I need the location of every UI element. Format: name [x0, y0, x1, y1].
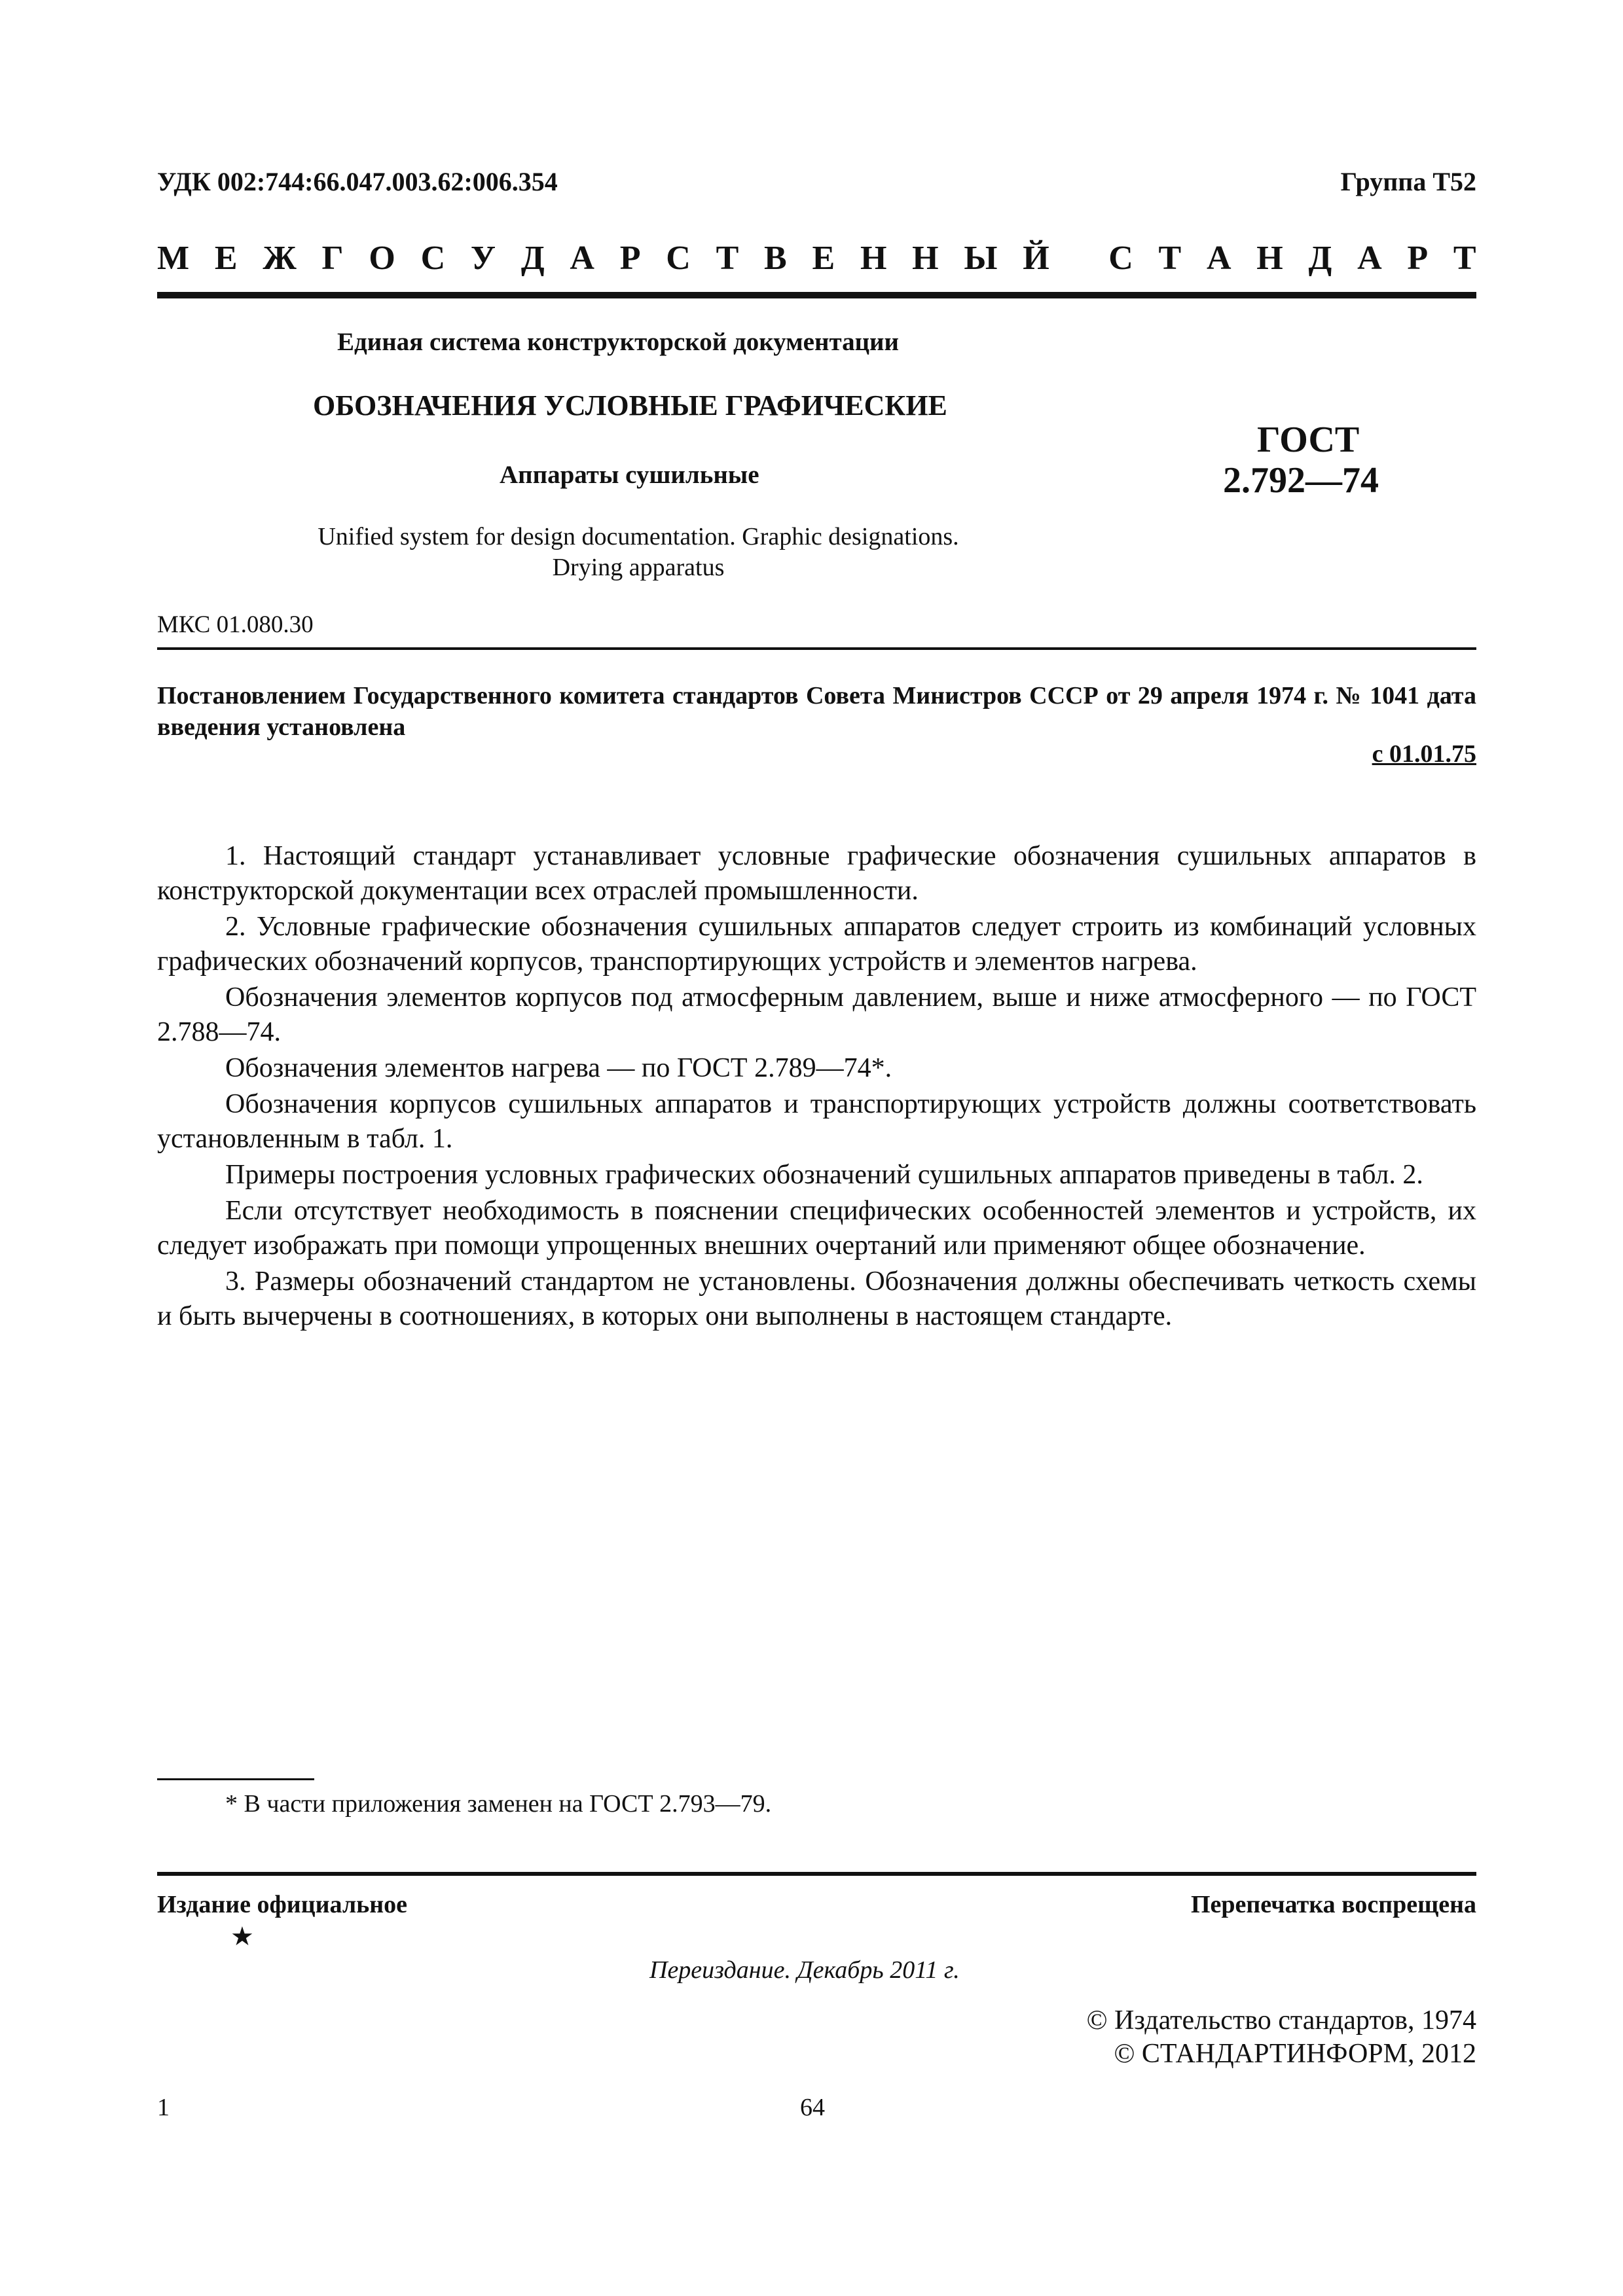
banner-letter: Д	[520, 240, 545, 277]
reissue-note: Переиздание. Декабрь 2011 г.	[649, 1956, 960, 1984]
edition-label: Издание официальное	[157, 1891, 408, 1918]
banner-letter: Е	[214, 240, 238, 277]
gost-number: 2.792—74	[1223, 460, 1379, 501]
banner-letter: В	[764, 240, 787, 277]
english-title	[268, 522, 1008, 583]
decree-text: Постановлением Государственного комитета стандартов Совета Министров СССР от 29 апреля 1974 г. № 1041 дата введения установлена	[157, 682, 1476, 741]
banner-letter: О	[369, 240, 395, 277]
banner-letter: Й	[1023, 240, 1049, 277]
copyright-line: © Издательство стандартов, 1974	[1086, 2005, 1476, 2036]
english-title-line: Drying apparatus	[552, 554, 725, 581]
body-text	[157, 839, 1476, 1335]
banner-letter: Г	[321, 240, 344, 277]
group-code: Группа Т52	[1340, 167, 1476, 196]
banner-letter: У	[470, 240, 496, 277]
header-rule	[157, 292, 1476, 298]
page-number: 64	[800, 2094, 825, 2121]
document-title: ОБОЗНАЧЕНИЯ УСЛОВНЫЕ ГРАФИЧЕСКИЕ	[313, 389, 947, 422]
banner-letter: А	[1206, 240, 1231, 277]
banner-letter: Н	[912, 240, 939, 277]
series-title: Единая система конструкторской документации	[337, 328, 899, 356]
banner-letter: Т	[1158, 240, 1182, 277]
body-paragraph: 1. Настоящий стандарт устанавливает условные графические обозначения сушильных аппаратов в конструкторской документации всех отраслей промышленности.	[157, 841, 1476, 906]
body-paragraph: 2. Условные графические обозначения сушильных аппаратов следует строить из комбинаций условных графических обозначений корпусов, транспортирующих устройств и элементов нагрева.	[157, 912, 1476, 977]
mks-code: МКС 01.080.30	[157, 611, 314, 638]
introduction-date: с 01.01.75	[1372, 740, 1476, 768]
banner-letter: Ж	[263, 240, 297, 277]
udk-code: УДК 002:744:66.047.003.62:006.354	[157, 167, 558, 196]
footnote: * В части приложения заменен на ГОСТ 2.793—79.	[225, 1790, 772, 1818]
banner-letter: Д	[1308, 240, 1332, 277]
banner-letter: Н	[860, 240, 887, 277]
star-icon: ★	[230, 1922, 254, 1951]
body-paragraph: Примеры построения условных графических обозначений сушильных аппаратов приведены в табл. 2.	[225, 1160, 1423, 1190]
banner-letter: Н	[1256, 240, 1283, 277]
body-paragraph: Обозначения элементов нагрева — по ГОСТ 2.789—74*.	[225, 1053, 892, 1083]
banner-letter: Р	[1407, 240, 1429, 277]
footer-rule	[157, 1872, 1476, 1876]
banner-letter: Е	[812, 240, 835, 277]
banner-letter: С	[666, 240, 691, 277]
reprint-notice: Перепечатка воспрещена	[1190, 1891, 1476, 1918]
gost-label: ГОСТ	[1257, 420, 1360, 460]
sheet-number: 1	[157, 2094, 170, 2121]
copyright-line: © СТАНДАРТИНФОРМ, 2012	[1114, 2039, 1476, 2069]
body-paragraph: Обозначения корпусов сушильных аппаратов и транспортирующих устройств должны соответствовать установленным в табл. 1.	[157, 1089, 1476, 1154]
banner-letter: М	[157, 240, 190, 277]
banner-letter: С	[1108, 240, 1133, 277]
banner-letter: С	[420, 240, 446, 277]
document-subtitle: Аппараты сушильные	[500, 461, 759, 489]
section-rule	[157, 647, 1476, 650]
banner-letter: Ы	[964, 240, 998, 277]
banner-letter: Т	[1453, 240, 1476, 277]
banner-letter: Т	[716, 240, 739, 277]
banner-letter: А	[1357, 240, 1382, 277]
standard-banner	[157, 239, 1476, 278]
english-title-line: Unified system for design documentation. Graphic designations.	[318, 523, 959, 550]
footnote-rule	[157, 1778, 314, 1780]
banner-letter: Р	[619, 240, 641, 277]
banner-letter: А	[570, 240, 594, 277]
body-paragraph: 3. Размеры обозначений стандартом не установлены. Обозначения должны обеспечивать четкость схемы и быть вычерчены в соотношениях, в которых они выполнены в настоящем стандарте.	[157, 1266, 1476, 1331]
body-paragraph: Обозначения элементов корпусов под атмосферным давлением, выше и ниже атмосферного — по ГОСТ 2.788—74.	[157, 982, 1476, 1047]
banner-spacer	[1074, 239, 1083, 278]
body-paragraph: Если отсутствует необходимость в пояснении специфических особенностей элементов и устройств, их следует изображать при помощи упрощенных внешних очертаний или применяют общее обозначение.	[157, 1196, 1476, 1261]
